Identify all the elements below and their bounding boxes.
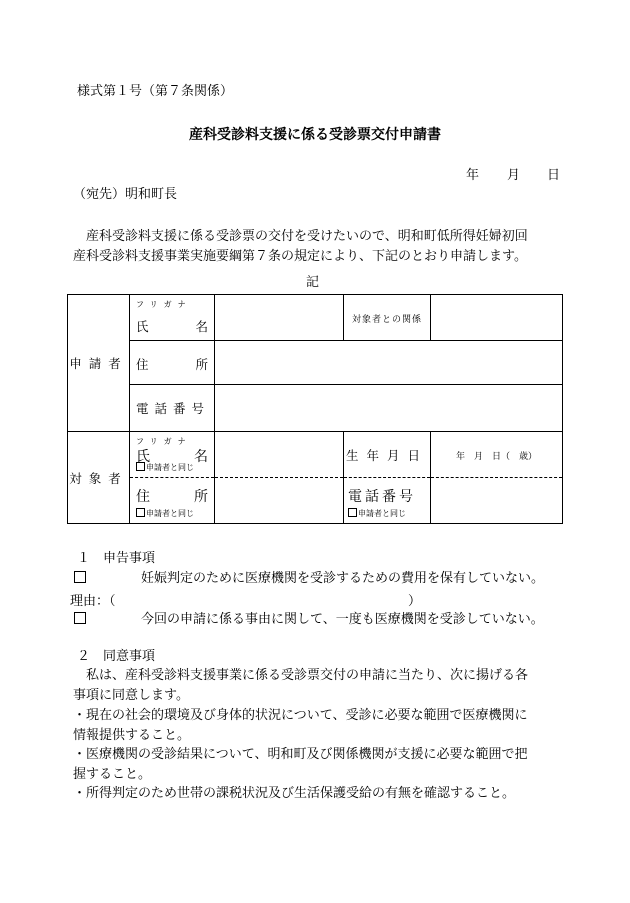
applicant-phone-label: 電話番号	[136, 401, 211, 416]
consent-line-5: ・医療機関の受診結果について、明和町及び関係機関が支援に必要な範囲で把	[73, 747, 528, 762]
applicant-name-char-2: 名	[195, 319, 208, 334]
reason-label: 理由：（	[70, 594, 116, 609]
applicant-phone-field[interactable]	[215, 385, 563, 432]
checkbox-icon	[136, 462, 145, 471]
item2-checkbox[interactable]	[74, 612, 86, 624]
relation-field[interactable]	[431, 295, 563, 341]
item1-text: 妊娠判定のために医療機関を受診するための費用を保有していない。	[141, 571, 545, 586]
intro-line-2: 産科受診料支援事業実施要綱第７条の規定により、下記のとおり申請します。	[73, 249, 527, 264]
subject-label-cell	[68, 432, 130, 524]
applicant-address-label-cell	[130, 341, 215, 385]
subject-name-field[interactable]	[215, 432, 344, 478]
subject-address-char-1: 住	[136, 489, 150, 505]
consent-line-7: ・所得判定のため世帯の課税状況及び生活保護受給の有無を確認すること。	[73, 786, 516, 801]
subject-address-char-2: 所	[194, 489, 208, 505]
applicant-label: 申請者	[69, 356, 128, 371]
consent-line-6: 握すること。	[73, 767, 152, 782]
birthdate-field[interactable]	[431, 432, 563, 478]
applicant-furigana-label: フリガナ	[136, 300, 192, 309]
consent-line-3: ・現在の社会的環境及び身体的状況について、受診に必要な範囲で医療機関に	[73, 708, 528, 723]
consent-line-2: 事項に同意します。	[73, 688, 189, 703]
reason-input[interactable]	[140, 590, 400, 608]
section1-heading: １ 申告事項	[77, 551, 156, 566]
subject-name-char-2: 名	[194, 449, 208, 465]
applicant-label-cell	[68, 295, 130, 432]
date-day: 日	[547, 168, 561, 183]
ki-heading: 記	[306, 275, 320, 290]
subject-address-same-checkbox[interactable]	[136, 508, 194, 519]
applicant-name-char-1: 氏	[136, 319, 149, 334]
form-number: 様式第１号（第７条関係）	[77, 84, 234, 99]
addressee: （宛先）明和町長	[73, 187, 178, 202]
applicant-name-label-cell	[130, 295, 215, 341]
applicant-phone-label-cell	[130, 385, 215, 432]
subject-name-label-cell	[130, 432, 215, 478]
applicant-address-char-2: 所	[195, 357, 208, 372]
checkbox-icon	[136, 508, 145, 517]
section2-heading: ２ 同意事項	[77, 649, 156, 664]
applicant-name-field[interactable]	[215, 295, 344, 341]
birthdate-label: 生年月日	[345, 447, 428, 463]
subject-name-char-1: 氏	[136, 449, 150, 465]
subject-phone-field[interactable]	[431, 478, 563, 524]
subject-address-field[interactable]	[215, 478, 344, 524]
item1-checkbox[interactable]	[74, 571, 86, 583]
date-year: 年	[466, 168, 480, 183]
subject-phone-label: 電話番号	[348, 489, 416, 505]
subject-furigana-label: フリガナ	[136, 437, 192, 446]
same-as-applicant-label: 申請者と同じ	[146, 509, 194, 518]
applicant-address-char-1: 住	[136, 357, 149, 372]
application-table	[67, 294, 563, 524]
item2-text: 今回の申請に係る事由に関して、一度も医療機関を受診していない。	[141, 612, 544, 627]
reason-close: ）	[408, 594, 422, 609]
subject-phone-label-cell	[344, 478, 431, 524]
relation-label: 対象者との関係	[351, 315, 422, 325]
birthdate-label-cell	[344, 432, 431, 478]
relation-label-cell	[344, 295, 431, 341]
checkbox-icon	[348, 508, 357, 517]
consent-line-1: 私は、産科受診料支援事業に係る受診票交付の申請に当たり、次に揚げる各	[86, 668, 529, 683]
date-month: 月	[507, 168, 521, 183]
consent-line-4: 情報提供すること。	[73, 728, 191, 743]
applicant-address-field[interactable]	[215, 341, 563, 385]
same-as-applicant-label: 申請者と同じ	[146, 463, 194, 472]
subject-address-label-cell	[130, 478, 215, 524]
subject-name-same-checkbox[interactable]	[136, 462, 194, 473]
document-title: 産科受診料支援に係る受診票交付申請書	[189, 127, 441, 143]
birthdate-value: 年 月 日（ 歳）	[455, 452, 537, 462]
subject-phone-same-checkbox[interactable]	[348, 508, 406, 519]
same-as-applicant-label: 申請者と同じ	[358, 509, 406, 518]
intro-line-1: 産科受診料支援に係る受診票の交付を受けたいので、明和町低所得妊婦初回	[86, 229, 528, 244]
subject-label: 対象者	[69, 470, 128, 486]
